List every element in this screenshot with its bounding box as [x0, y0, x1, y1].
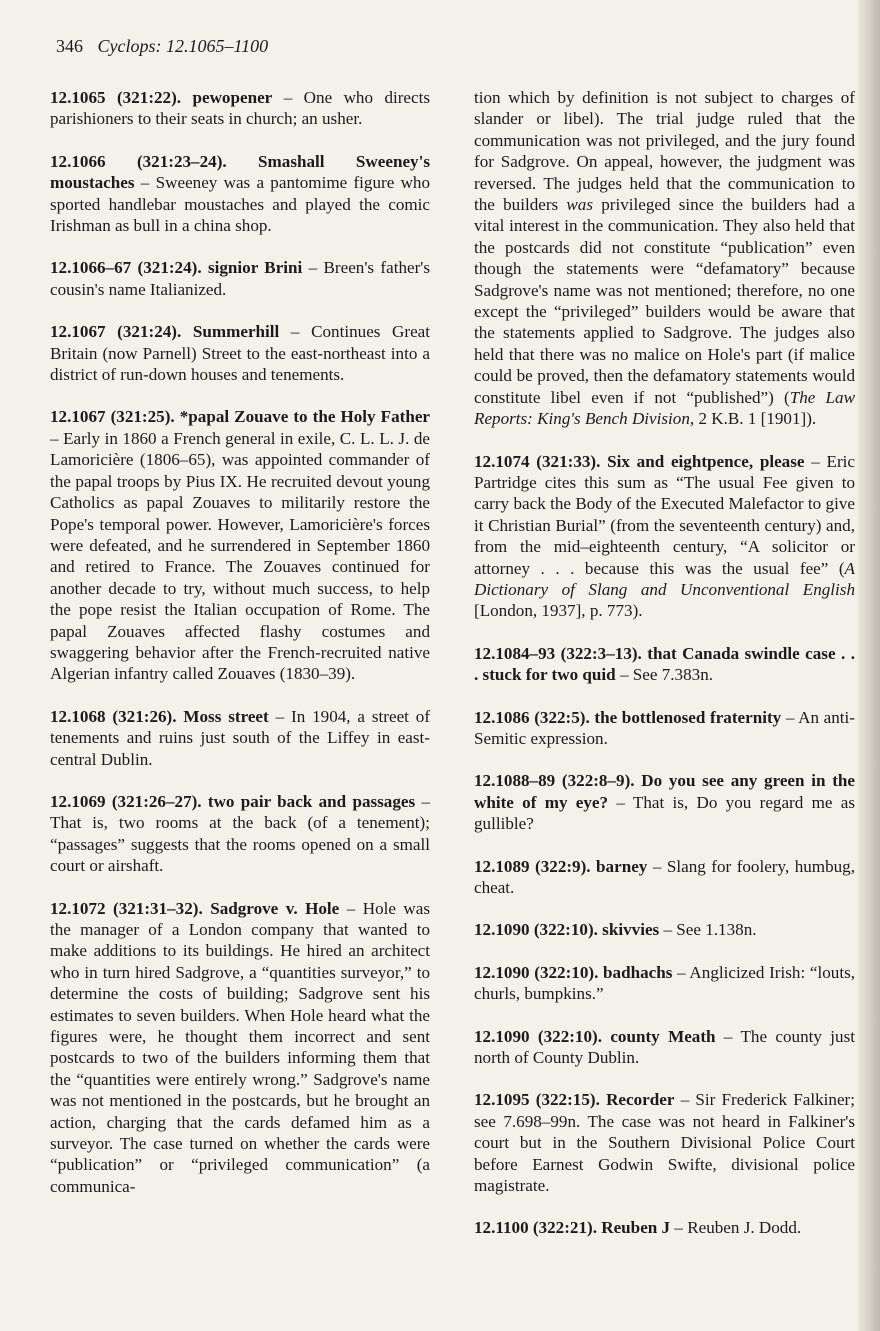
entry-body: In 1904, a street of tenements and ruins just south of the Liffey in east-central Dublin. — [50, 706, 431, 769]
annotation-entry: 12.1090 (322:10). county Meath – The county just north of County Dublin. — [474, 1026, 855, 1068]
running-title: Cyclops: 12.1065–1100 — [97, 36, 269, 56]
entry-body: Anglicized Irish: “louts, churls, bumpkins.” — [474, 962, 856, 1004]
entry-body: That is, Do you regard me as gullible? — [474, 792, 855, 834]
annotation-entry: 12.1072 (321:31–32). Sadgrove v. Hole – Hole was the manager of a London company that wanted to make additions to its buildings. He hired an architect who in turn hired Sadgrove, a “quantities surveyor,” to determine the costs of building; Sadgrove sent his estimates to seven builders. When Hole heard what the figures were, he thought them incorrect and sent postcards to two of the builders informing them that the “quantities were entirely wrong.” Sadgrove's name was not mentioned in the postcards, but he brought an action, charging that the cards defamed him as a surveyor. The case turned on whether the cards were “publication” or “privileged communication” (a communica- — [50, 898, 430, 1196]
annotation-entry: 12.1086 (322:5). the bottlenosed fraternity – An anti-Semitic expression. — [474, 707, 855, 748]
left-column — [50, 87, 430, 1218]
text-run: tion which by definition is not subject to charges of slander or libel). The trial judge ruled that the communication was not privileged, and the jury found for Sadgrove. On appeal, however, the judgment was reversed. The judges held that the communication to the builders — [474, 88, 855, 215]
entry-body: Hole was the manager of a London company that wanted to make additions to its buildings. He hired an architect who in turn hired Sadgrove, a “quantities surveyor,” to determine the costs of building; Sadgrove sent his estimates to seven builders. When Hole heard what the figures were, he thought them incorrect and sent postcards to two of the builders informing them that the “quantities were entirely wrong.” Sadgrove's name was not mentioned in the postcards, but he brought an action, charging that the cards defamed him as a surveyor. The case turned on whether the cards were “publication” or “privileged communication” (a communica- — [50, 898, 430, 1196]
entry-heading: 12.1065 (321:22). pewopener — [50, 88, 273, 107]
entry-heading: 12.1068 (321:26). Moss street — [50, 706, 269, 726]
italic-citation: The Law Reports: King's Bench Division — [474, 387, 855, 429]
entry-heading: 12.1074 (321:33). Six and eightpence, please — [474, 451, 805, 471]
annotation-entry: 12.1100 (322:21). Reuben J – Reuben J. Dodd. — [474, 1218, 802, 1238]
annotation-entry: 12.1067 (321:24). Summerhill – Continues Great Britain (now Parnell) Street to the east-northeast into a district of run-down houses and tenements. — [50, 322, 431, 385]
text-run: , 2 K.B. 1 [1901]). — [689, 409, 817, 429]
entry-body: Slang for foolery, humbug, cheat. — [474, 856, 855, 897]
entry-body: See 1.138n. — [676, 920, 757, 940]
entry-heading: 12.1086 (322:5). the bottlenosed fraternity — [474, 707, 782, 727]
annotation-entry: 12.1066–67 (321:24). signior Brini – Breen's father's cousin's name Italianized. — [50, 258, 430, 299]
entry-heading: 12.1066–67 (321:24). signior Brini — [50, 258, 303, 278]
continued-entry-text — [474, 87, 855, 430]
entry-heading: 12.1088–89 (322:8–9). Do you see any green in the white of my eye? — [474, 771, 855, 812]
entry-body: Eric Partridge cites this sum as “The usual Fee given to carry back the Body of the Executed Malefactor to give it Christian Burial” (from the seventeenth century) and, from the mid–eighteenth century, “A solicitor or attorney . . . because this was the usual fee” ( — [474, 451, 855, 578]
running-header — [56, 36, 268, 57]
annotation-entry: 12.1084–93 (322:3–13). that Canada swindle case . . . stuck for two quid – See 7.383n. — [474, 643, 855, 685]
annotation-entry: 12.1088–89 (322:8–9). Do you see any green in the white of my eye? – That is, Do you regard me as gullible? — [474, 771, 855, 834]
annotation-entry: 12.1068 (321:26). Moss street – In 1904, a street of tenements and ruins just south of the Liffey in east-central Dublin. — [50, 706, 431, 769]
entry-heading: 12.1090 (322:10). county Meath — [474, 1026, 716, 1046]
entry-heading: 12.1084–93 (322:3–13). that Canada swindle case . . . stuck for two quid — [474, 643, 855, 685]
annotation-entry: 12.1089 (322:9). barney – Slang for foolery, humbug, cheat. — [474, 856, 855, 897]
entry-heading: 12.1095 (322:15). Recorder — [474, 1090, 675, 1110]
entry-body: Breen's father's cousin's name Italianized. — [50, 258, 430, 299]
entry-body: See 7.383n. — [632, 665, 714, 685]
annotation-entry: 12.1069 (321:26–27). two pair back and passages – That is, two rooms at the back (of a tenement); “passages” suggests that the rooms opened on a small court or airshaft. — [50, 791, 431, 876]
entry-heading: 12.1067 (321:25). *papal Zouave to the Holy Father — [50, 407, 430, 427]
annotation-entry: 12.1074 (321:33). Six and eightpence, please – Eric Partridge cites this sum as “The usual Fee given to carry back the Body of the Executed Malefactor to give it Christian Burial” (from the seventeenth century) and, from the mid–eighteenth century, “A solicitor or attorney . . . because this was the usual fee” (A Dictionary of Slang and Unconventional English [London, 1937], p. 773). — [474, 451, 855, 621]
right-column — [474, 87, 855, 1260]
annotation-entry: 12.1066 (321:23–24). Smashall Sweeney's moustaches – Sweeney was a pantomime figure who sported handlebar moustaches and played the comic Irishman as bull in a china shop. — [50, 151, 431, 236]
entry-heading: 12.1066 (321:23–24). Smashall Sweeney's moustaches — [50, 151, 430, 193]
entry-body: Sweeney was a pantomime figure who sported handlebar moustaches and played the comic Irishman as bull in a china shop. — [50, 173, 431, 236]
italic-text-run: was — [566, 195, 594, 215]
text-run: privileged since the builders had a vital interest in the communication. They also held that the postcards did not constitute “publication” even though the statements were “defamatory” because Sadgrove's name was not mentioned; therefore, no one except the “privileged” builders would be aware that the statements applied to Sadgrove. The judges also held that there was no malice on Hole's part (if malice could be proved, then the defamatory statements would constitute libel even if not “published”) ( — [474, 195, 855, 407]
entry-heading: 12.1067 (321:24). Summerhill — [50, 322, 280, 342]
entry-body: Early in 1860 a French general in exile, C. L. L. J. de Lamoricière (1806–65), was appointed commander of the papal troops by Pius IX. He recruited devout young Catholics as papal Zouaves to militarily restore the Pope's temporal power. However, Lamoricière's forces were defeated, and he surrendered in September 1860 and retired to France. The Zouaves continued for another decade to try, without much success, to help the pope resist the Italian occupation of Rome. The papal Zouaves affected flashy costumes and swaggering behavior after the French-recruited native Algerian infantry called Zouaves (1830–39). — [50, 428, 430, 684]
annotation-entry: 12.1095 (322:15). Recorder – Sir Frederick Falkiner; see 7.698–99n. The case was not heard in Falkiner's court but in the Southern Divisional Police Court before Earnest Godwin Swifte, divisional police magistrate. — [474, 1090, 855, 1196]
entry-body: The county just north of County Dublin. — [474, 1026, 855, 1068]
entry-body: An anti-Semitic expression. — [474, 707, 855, 748]
entry-body: One who directs parishioners to their seats in church; an usher. — [50, 88, 431, 129]
page-edge-shadow — [858, 0, 880, 1331]
entry-heading: 12.1069 (321:26–27). two pair back and passages — [50, 791, 416, 811]
entry-body: Continues Great Britain (now Parnell) Street to the east-northeast into a district of run-down houses and tenements. — [50, 322, 431, 385]
entry-body: Reuben J. Dodd. — [687, 1218, 802, 1238]
entry-body: That is, two rooms at the back (of a tenement); “passages” suggests that the rooms opened on a small court or airshaft. — [50, 813, 430, 876]
annotation-entry: 12.1065 (321:22). pewopener – One who directs parishioners to their seats in church; an usher. — [50, 88, 431, 129]
text-run: [London, 1937], p. 773). — [474, 601, 643, 621]
annotation-entry: 12.1067 (321:25). *papal Zouave to the Holy Father – Early in 1860 a French general in exile, C. L. L. J. de Lamoricière (1806–65), was appointed commander of the papal troops by Pius IX. He recruited devout young Catholics as papal Zouaves to militarily restore the Pope's temporal power. However, Lamoricière's forces were defeated, and he surrendered in September 1860 and retired to France. The Zouaves continued for another decade to try, without much success, to help the pope resist the Italian occupation of Rome. The papal Zouaves affected flashy costumes and swaggering behavior after the French-recruited native Algerian infantry called Zouaves (1830–39). — [50, 407, 430, 684]
annotation-entry: 12.1090 (322:10). skivvies – See 1.138n. — [474, 920, 757, 940]
entry-heading: 12.1090 (322:10). skivvies — [474, 920, 660, 940]
annotation-entry: 12.1090 (322:10). badhachs – Anglicized Irish: “louts, churls, bumpkins.” — [474, 962, 856, 1004]
entry-heading: 12.1089 (322:9). barney — [474, 856, 648, 876]
page-number: 346 — [56, 36, 83, 56]
entry-heading: 12.1072 (321:31–32). Sadgrove v. Hole — [50, 898, 340, 918]
italic-citation: A Dictionary of Slang and Unconventional English — [474, 558, 855, 599]
entry-heading: 12.1090 (322:10). badhachs — [474, 962, 673, 982]
entry-heading: 12.1100 (322:21). Reuben J — [474, 1218, 671, 1238]
entry-body: Sir Frederick Falkiner; see 7.698–99n. The case was not heard in Falkiner's court but in the Southern Divisional Police Court before Earnest Godwin Swifte, divisional police magistrate. — [474, 1090, 855, 1196]
